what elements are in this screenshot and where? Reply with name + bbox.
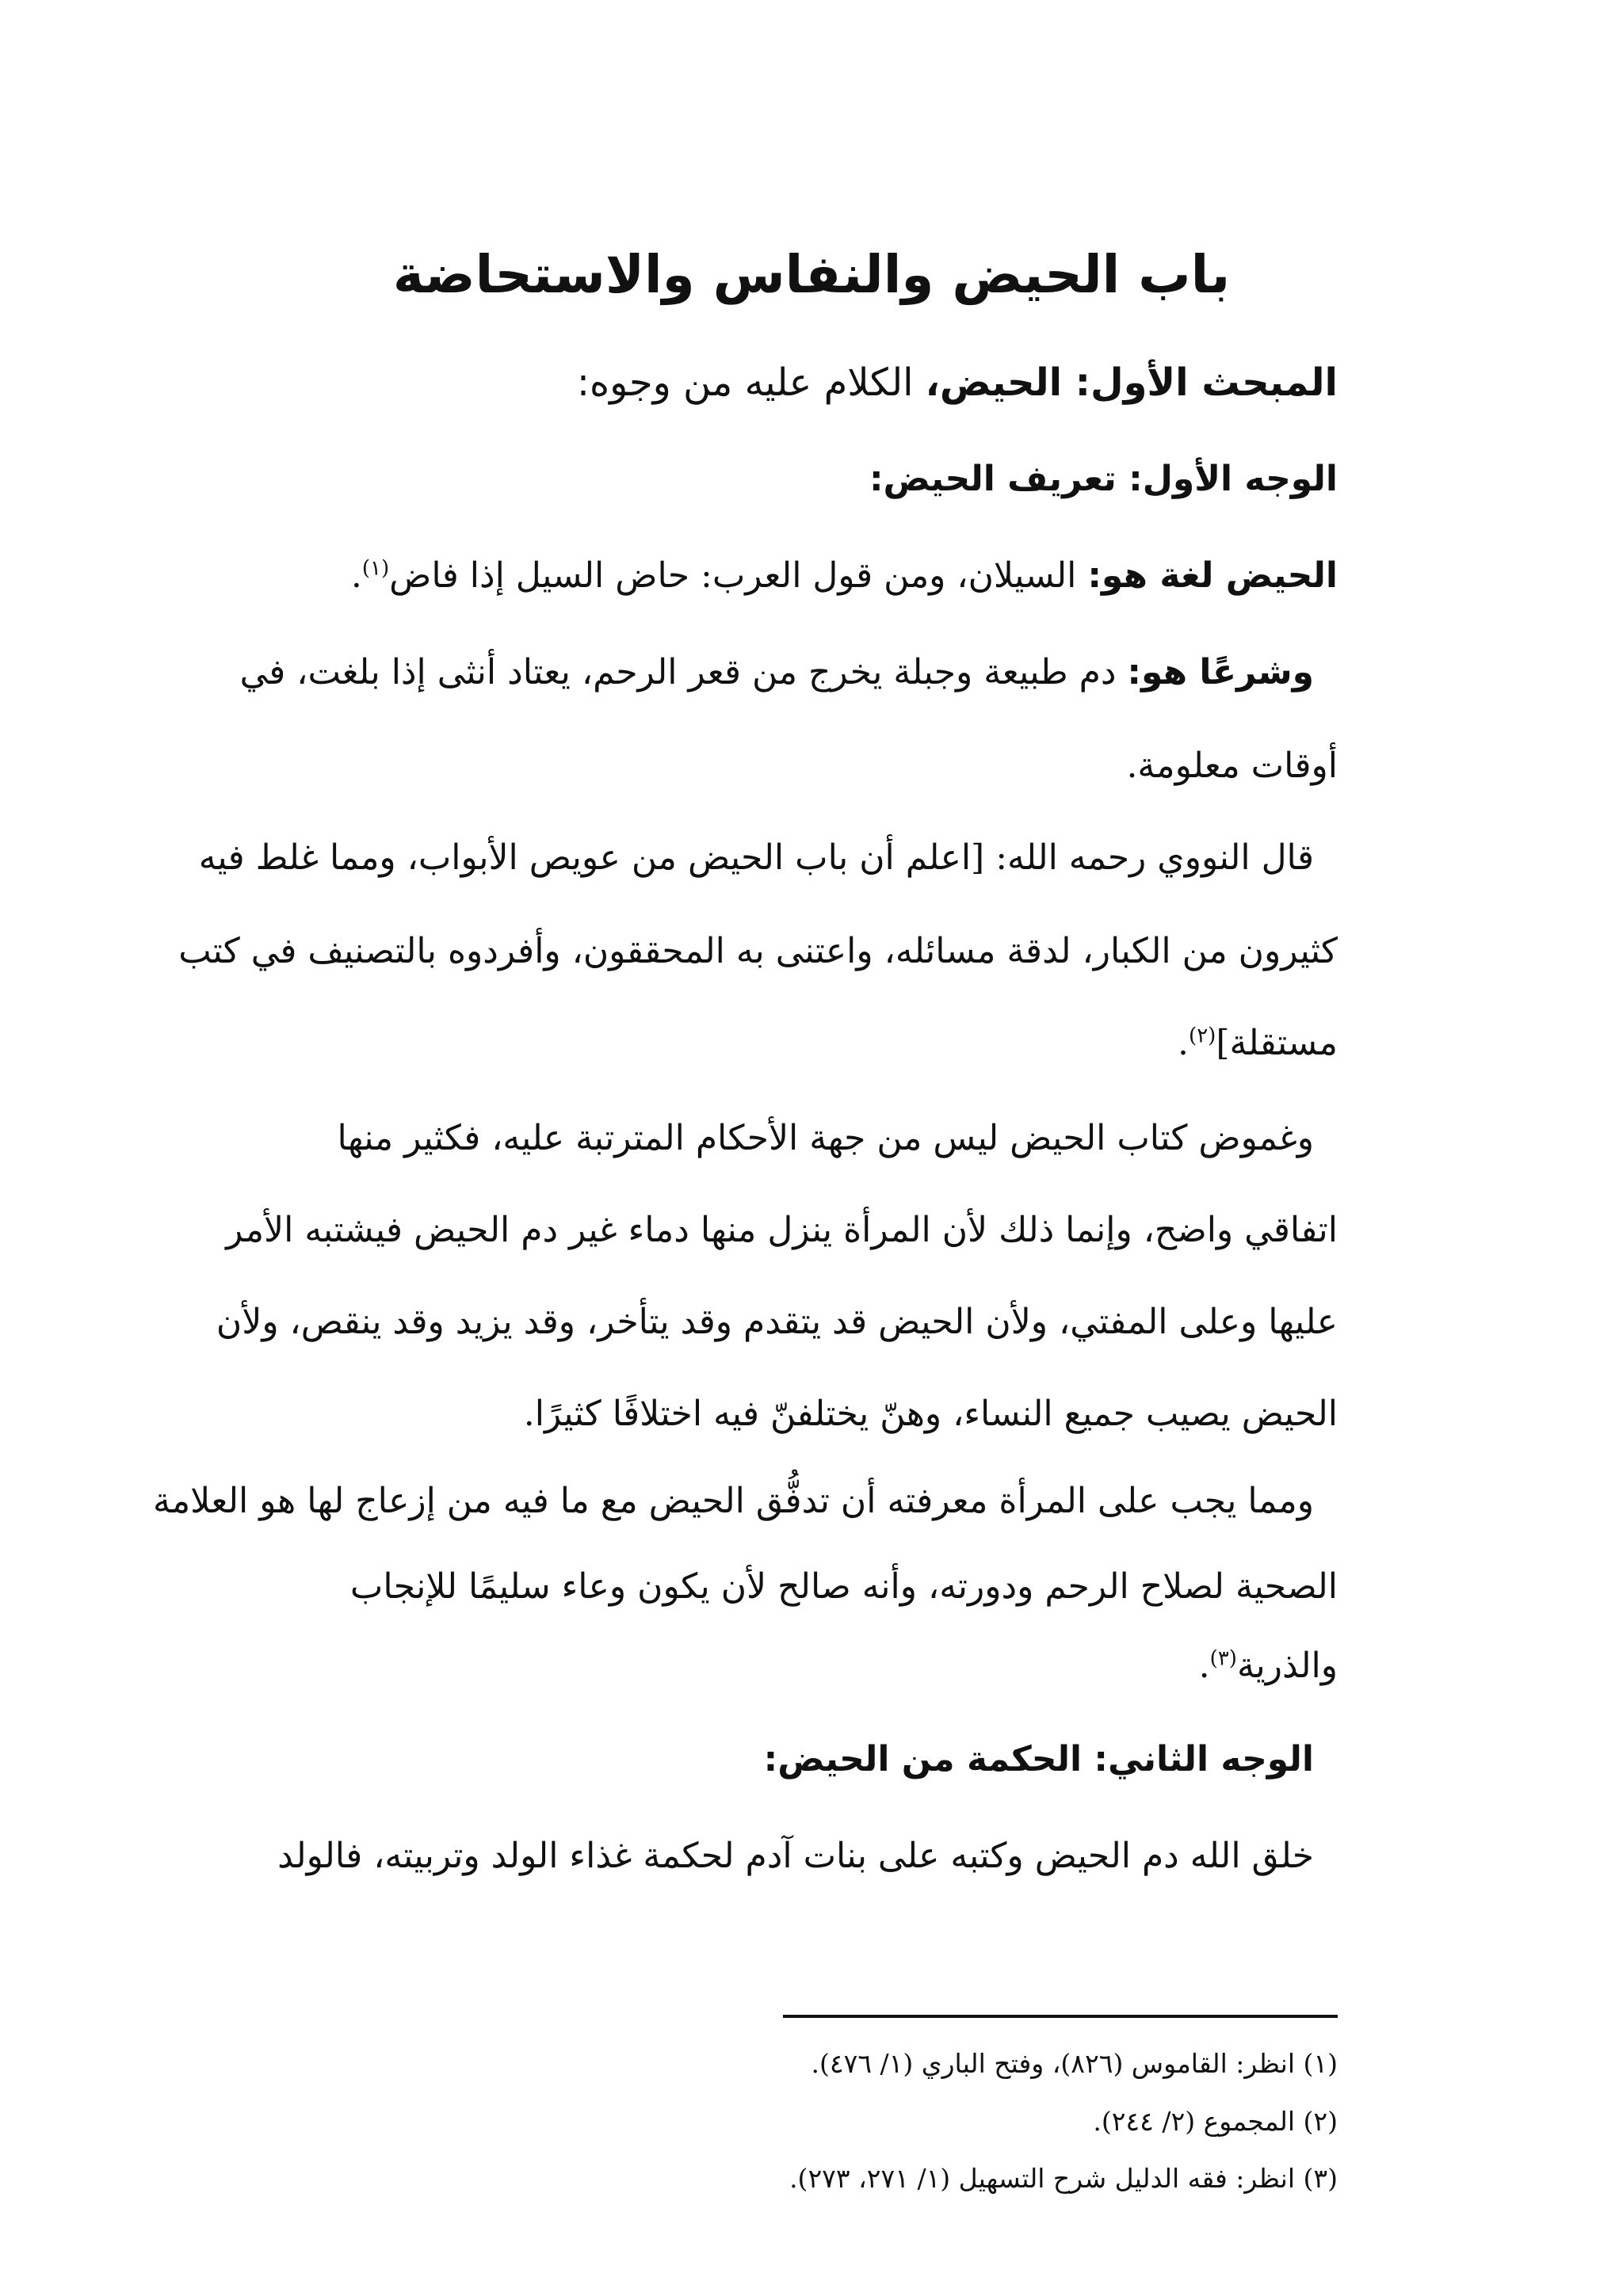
nawawi-quote-line-3	[1178, 1008, 1338, 1079]
wajib-text-3: والذرية	[1236, 1646, 1338, 1686]
shar-definition-line-1	[240, 637, 1314, 708]
aspect1-heading: الوجه الأول: تعريف الحيض:	[869, 459, 1338, 499]
wajib-line-1: ومما يجب على المرأة معرفته أن تدفُّق الحيض مع ما فيه من إزعاج لها هو العلامة	[153, 1481, 1314, 1521]
aspect2-line-1: خلق الله دم الحيض وكتبه على بنات آدم لحكمة غذاء الولد وتربيته، فالولد	[277, 1836, 1314, 1876]
lugha-text: السيلان، ومن قول العرب: حاض السيل إذا فاض	[389, 555, 1088, 596]
section-heading-bold: المبحث الأول: الحيض،	[925, 360, 1338, 405]
lugha-label: الحيض لغة هو:	[1087, 555, 1338, 596]
shar-text-1: دم طبيعة وجبلة يخرج من قعر الرحم، يعتاد أنثى إذا بلغت، في	[239, 652, 1128, 692]
chapter-title: باب الحيض والنفاس والاستحاضة	[392, 244, 1231, 305]
footnote-3: (٣) انظر: فقه الدليل شرح التسهيل (١/ ٢٧١، ٢٧٣).	[789, 2163, 1338, 2194]
lugha-end: .	[350, 555, 362, 596]
shar-label: وشرعًا هو:	[1127, 652, 1314, 692]
wajib-end: .	[1198, 1646, 1210, 1686]
footnote-separator	[783, 2015, 1338, 2018]
nawawi-quote-line-1: قال النووي رحمه الله: [اعلم أن باب الحيض من عويص الأبواب، ومما غلط فيه	[198, 837, 1314, 878]
footnote-ref-3: (٣)	[1209, 1646, 1237, 1671]
ghumud-line-2: اتفاقي واضح، وإنما ذلك لأن المرأة ينزل منها دماء غير دم الحيض فيشتبه الأمر	[226, 1210, 1338, 1250]
wajib-line-3	[1199, 1630, 1338, 1702]
footnote-2: (٢) المجموع (٢/ ٢٤٤).	[1093, 2106, 1338, 2137]
nawawi-quote-text-3: مستقلة]	[1216, 1023, 1338, 1063]
footnote-ref-1: (١)	[361, 556, 390, 581]
section-heading-rest: الكلام عليه من وجوه:	[576, 360, 926, 405]
nawawi-end: .	[1178, 1023, 1190, 1063]
section-heading	[577, 347, 1338, 418]
footnote-ref-2: (٢)	[1189, 1024, 1216, 1048]
lugha-definition	[351, 540, 1338, 612]
ghumud-line-3: عليها وعلى المفتي، ولأن الحيض قد يتقدم وقد يتأخر، وقد يزيد وقد ينقص، ولأن	[216, 1302, 1338, 1342]
ghumud-line-4: الحيض يصيب جميع النساء، وهنّ يختلفنّ فيه اختلافًا كثيرًا.	[523, 1394, 1338, 1434]
aspect2-heading: الوجه الثاني: الحكمة من الحيض:	[763, 1739, 1314, 1779]
shar-definition-line-2: أوقات معلومة.	[1126, 746, 1338, 786]
nawawi-quote-line-2: كثيرون من الكبار، لدقة مسائله، واعتنى به المحققون، وأفردوه بالتصنيف في كتب	[178, 931, 1338, 971]
footnote-1: (١) انظر: القاموس (٨٢٦)، وفتح الباري (١/ ٤٧٦).	[811, 2048, 1338, 2079]
wajib-line-2: الصحية لصلاح الرحم ودورته، وأنه صالح لأن يكون وعاء سليمًا للإنجاب	[349, 1566, 1338, 1607]
ghumud-line-1: وغموض كتاب الحيض ليس من جهة الأحكام المترتبة عليه، فكثير منها	[337, 1118, 1314, 1158]
